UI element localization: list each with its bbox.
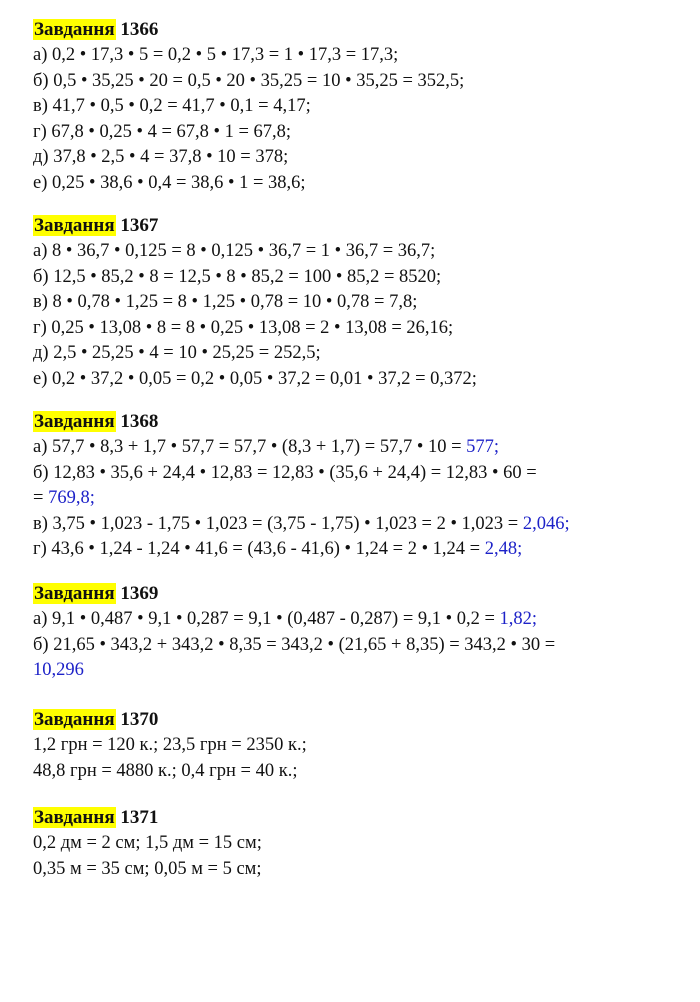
solution-line: а) 0,2 • 17,3 • 5 = 0,2 • 5 • 17,3 = 1 • 17,3 = 17,3;: [33, 45, 399, 65]
answer-value: 769,8;: [48, 488, 95, 509]
solution-line: д) 2,5 • 25,25 • 4 = 10 • 25,25 = 252,5;: [33, 343, 321, 364]
task-number: 1370: [120, 709, 159, 730]
solution-line: 1,2 грн = 120 к.; 23,5 грн = 2350 к.;: [33, 735, 307, 755]
task-title: [33, 410, 693, 433]
task-1371: [33, 806, 693, 882]
solution-line: 48,8 грн = 4880 к.; 0,4 грн = 40 к.;: [33, 760, 298, 781]
solution-line: в) 41,7 • 0,5 • 0,2 = 41,7 • 0,1 = 4,17;: [33, 96, 311, 117]
answer-value: 10,296: [33, 660, 84, 681]
solution-line: 0,35 м = 35 см; 0,05 м = 5 см;: [33, 858, 262, 879]
task-title: [33, 806, 693, 829]
task-title: [33, 582, 693, 605]
task-1369: [33, 582, 693, 684]
solution-line: = 769,8;: [33, 488, 95, 509]
task-title: [33, 18, 693, 41]
solution-line: б) 21,65 • 343,2 + 343,2 • 8,35 = 343,2 • (21,65 + 8,35) = 343,2 • 30 =: [33, 634, 556, 655]
solution-line: в) 3,75 • 1,023 - 1,75 • 1,023 = (3,75 - 1,75) • 1,023 = 2 • 1,023 = 2,046;: [33, 513, 570, 534]
task-1368: [33, 410, 693, 563]
solution-line: г) 0,25 • 13,08 • 8 = 8 • 0,25 • 13,08 = 2 • 13,08 = 26,16;: [33, 317, 454, 338]
task-word-highlight: Завдання: [34, 411, 115, 432]
task-number: 1366: [120, 19, 159, 40]
solution-line: б) 12,83 • 35,6 + 24,4 • 12,83 = 12,83 • (35,6 + 24,4) = 12,83 • 60 =: [33, 462, 537, 483]
solution-line: б) 0,5 • 35,25 • 20 = 0,5 • 20 • 35,25 = 10 • 35,25 = 352,5;: [33, 70, 465, 91]
task-word-highlight: Завдання: [34, 19, 115, 40]
task-word-highlight: Завдання: [34, 807, 115, 828]
solution-line: 0,2 дм = 2 см; 1,5 дм = 15 см;: [33, 833, 262, 853]
task-1367: [33, 214, 693, 393]
task-1370: [33, 708, 693, 784]
solution-line: а) 8 • 36,7 • 0,125 = 8 • 0,125 • 36,7 = 1 • 36,7 = 36,7;: [33, 241, 436, 261]
task-number: 1369: [120, 583, 159, 604]
answer-value: 2,046;: [522, 513, 570, 534]
solution-line: а) 9,1 • 0,487 • 9,1 • 0,287 = 9,1 • (0,487 - 0,287) = 9,1 • 0,2 = 1,82;: [33, 609, 538, 629]
task-title: [33, 708, 693, 731]
solution-line: в) 8 • 0,78 • 1,25 = 8 • 1,25 • 0,78 = 10 • 0,78 = 7,8;: [33, 292, 418, 313]
solution-line: [33, 658, 693, 684]
solution-line: е) 0,25 • 38,6 • 0,4 = 38,6 • 1 = 38,6;: [33, 172, 306, 193]
task-title: [33, 214, 693, 237]
answer-value: 577;: [466, 437, 500, 457]
task-word-highlight: Завдання: [34, 215, 115, 236]
task-word-highlight: Завдання: [34, 709, 115, 730]
solution-line: д) 37,8 • 2,5 • 4 = 37,8 • 10 = 378;: [33, 147, 289, 168]
task-number: 1371: [120, 807, 159, 828]
solution-line: е) 0,2 • 37,2 • 0,05 = 0,2 • 0,05 • 37,2 = 0,01 • 37,2 = 0,372;: [33, 368, 477, 389]
solution-line: а) 57,7 • 8,3 + 1,7 • 57,7 = 57,7 • (8,3 + 1,7) = 57,7 • 10 = 577;: [33, 437, 500, 457]
solution-line: г) 43,6 • 1,24 - 1,24 • 41,6 = (43,6 - 41,6) • 1,24 = 2 • 1,24 = 2,48;: [33, 539, 523, 560]
task-1366: [33, 18, 693, 197]
answer-value: 2,48;: [484, 539, 523, 560]
task-number: 1367: [120, 215, 159, 236]
solution-line: б) 12,5 • 85,2 • 8 = 12,5 • 8 • 85,2 = 100 • 85,2 = 8520;: [33, 266, 442, 287]
answer-value: 1,82;: [499, 609, 538, 629]
solution-line: г) 67,8 • 0,25 • 4 = 67,8 • 1 = 67,8;: [33, 121, 292, 142]
task-word-highlight: Завдання: [34, 583, 115, 604]
task-number: 1368: [120, 411, 159, 432]
